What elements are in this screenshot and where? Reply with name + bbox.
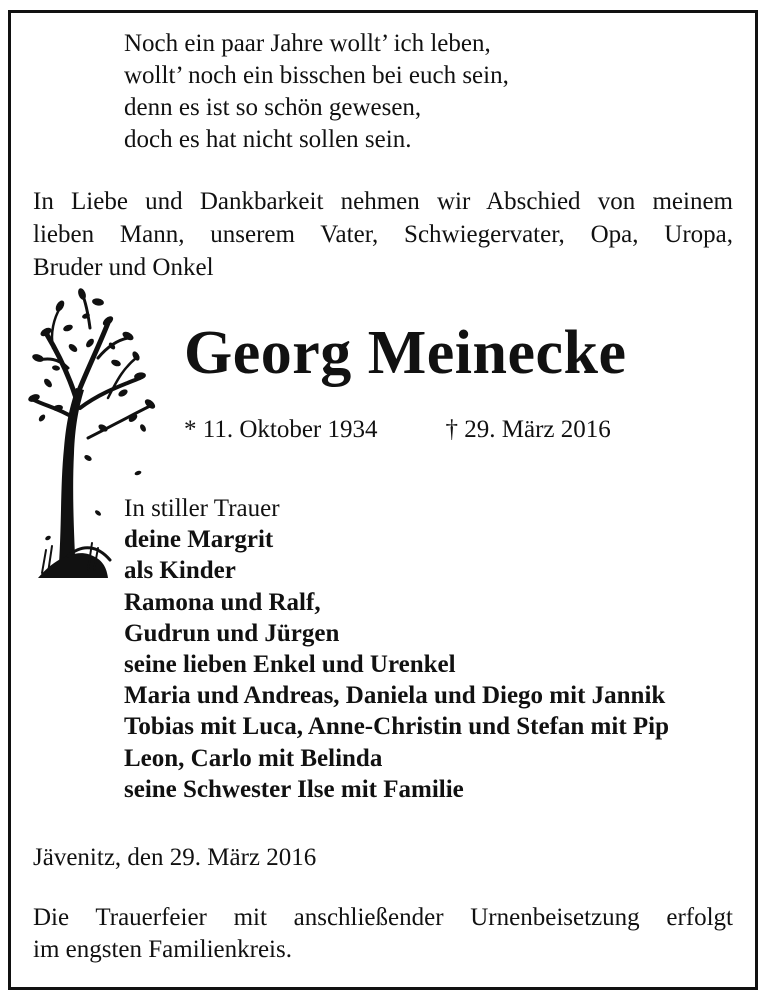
poem-line: wollt’ noch ein bisschen bei euch sein, xyxy=(124,62,509,89)
farewell-line: In Liebe und Dankbarkeit nehmen wir Abschied von meinem xyxy=(33,188,733,215)
ceremony-note xyxy=(33,902,733,966)
mourner-line: Tobias mit Luca, Anne-Christin und Stefan mit Pip xyxy=(124,713,670,741)
mourner-line: seine Schwester Ilse mit Familie xyxy=(124,775,464,803)
mourners-list xyxy=(124,493,669,805)
farewell-text xyxy=(33,185,733,284)
place-date: Jävenitz, den 29. März 2016 xyxy=(33,844,317,871)
poem-line: Noch ein paar Jahre wollt’ ich leben, xyxy=(124,30,491,57)
mourner-line: deine Margrit xyxy=(124,526,274,554)
mourners-heading: In stiller Trauer xyxy=(124,495,280,522)
ceremony-line: Die Trauerfeier mit anschließender Urnenbeisetzung erfolgt xyxy=(33,904,733,931)
mourner-line: Ramona und Ralf, xyxy=(124,588,321,616)
death-date: † 29. März 2016 xyxy=(445,416,611,443)
farewell-line: lieben Mann, unserem Vater, Schwiegervater, Opa, Uropa, xyxy=(33,221,733,248)
farewell-line: Bruder und Onkel xyxy=(33,254,214,281)
deceased-name: Georg Meinecke xyxy=(184,319,627,387)
ceremony-line: im engsten Familienkreis. xyxy=(33,936,292,963)
poem-line: denn es ist so schön gewesen, xyxy=(124,94,422,121)
mourner-line: Gudrun und Jürgen xyxy=(124,619,340,647)
mourner-line: Maria und Andreas, Daniela und Diego mit Jannik xyxy=(124,682,666,710)
birth-date: * 11. Oktober 1934 xyxy=(184,416,378,443)
life-dates xyxy=(184,414,611,446)
poem-line: doch es hat nicht sollen sein. xyxy=(124,126,412,153)
mourner-line: seine lieben Enkel und Urenkel xyxy=(124,651,456,679)
mourner-line: Leon, Carlo mit Belinda xyxy=(124,744,383,772)
mourner-line: als Kinder xyxy=(124,557,236,585)
poem xyxy=(124,28,509,156)
